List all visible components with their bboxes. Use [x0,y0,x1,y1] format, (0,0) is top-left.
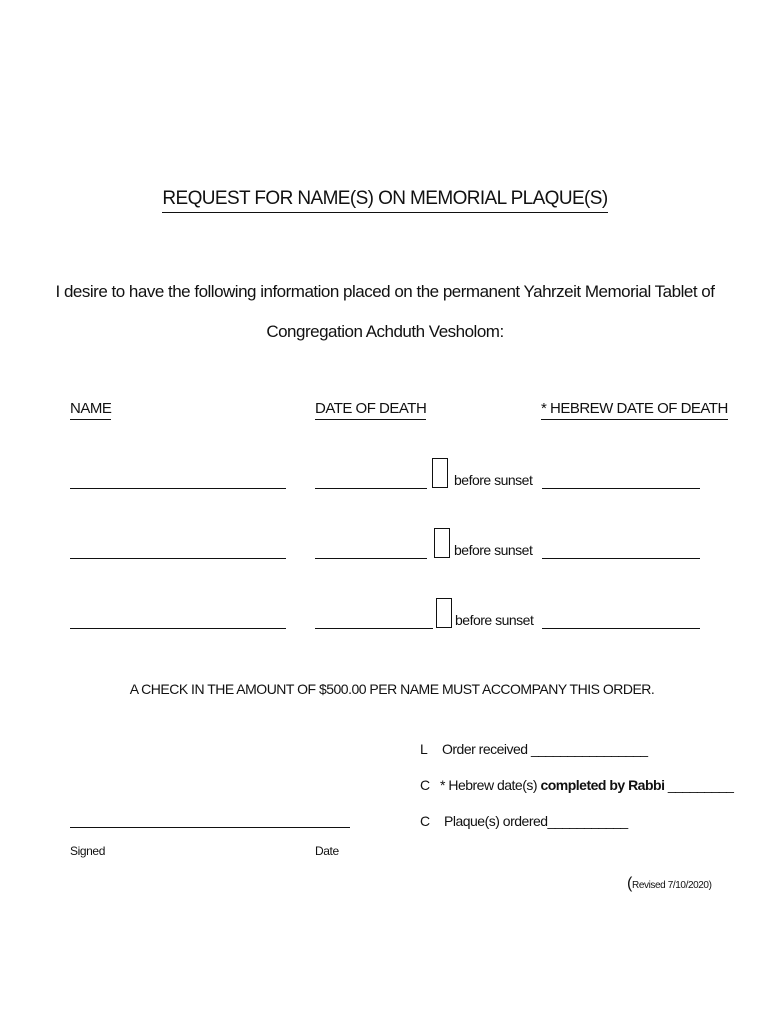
intro-line-2: Congregation Achduth Vesholom: [266,322,504,341]
checklist-hebrew-date-suffix: _________ [664,777,734,793]
form-title-text: REQUEST FOR NAME(S) ON MEMORIAL PLAQUE(S) [162,188,607,213]
checklist-hebrew-date-prefix: * Hebrew date(s) [440,777,541,793]
intro-line-1: I desire to have the following information placed on the permanent Yahrzeit Memorial Tablet of [55,282,715,301]
checklist-mark-plaque-ordered: C [420,813,431,829]
before-sunset-checkbox-2[interactable] [434,528,450,558]
revision-paren: ( [627,875,633,892]
hebrew-date-field-1[interactable] [542,488,700,489]
name-field-2[interactable] [70,558,286,559]
date-label: Date [315,844,339,858]
payment-notice: A CHECK IN THE AMOUNT OF $500.00 PER NAME MUST ACCOMPANY THIS ORDER. [129,681,655,697]
before-sunset-checkbox-1[interactable] [432,458,448,488]
column-header-name: NAME [70,400,111,420]
revision-note: Revised 7/10/2020) [632,880,712,891]
date-of-death-field-2[interactable] [315,558,427,559]
form-title [0,188,770,210]
before-sunset-label-3: before sunset [455,612,534,628]
signed-label: Signed [70,844,105,858]
date-of-death-field-3[interactable] [315,628,433,629]
column-header-hebrew-date: * HEBREW DATE OF DEATH [541,400,728,420]
checklist-hebrew-date [440,777,733,793]
signature-line[interactable] [70,827,350,828]
checklist-order-received: Order received ________________ [442,741,648,757]
hebrew-date-field-3[interactable] [542,628,700,629]
column-header-date-of-death: DATE OF DEATH [315,400,426,420]
before-sunset-label-2: before sunset [454,542,533,558]
checklist-mark-hebrew-date: C [420,777,431,793]
checklist-mark-order-received: L [420,741,428,757]
date-of-death-field-1[interactable] [315,488,427,489]
checklist-plaque-ordered: Plaque(s) ordered___________ [444,813,628,829]
name-field-3[interactable] [70,628,286,629]
name-field-1[interactable] [70,488,286,489]
checklist-hebrew-date-bold: completed by Rabbi [540,777,665,793]
hebrew-date-field-2[interactable] [542,558,700,559]
before-sunset-label-1: before sunset [454,472,533,488]
before-sunset-checkbox-3[interactable] [436,598,452,628]
